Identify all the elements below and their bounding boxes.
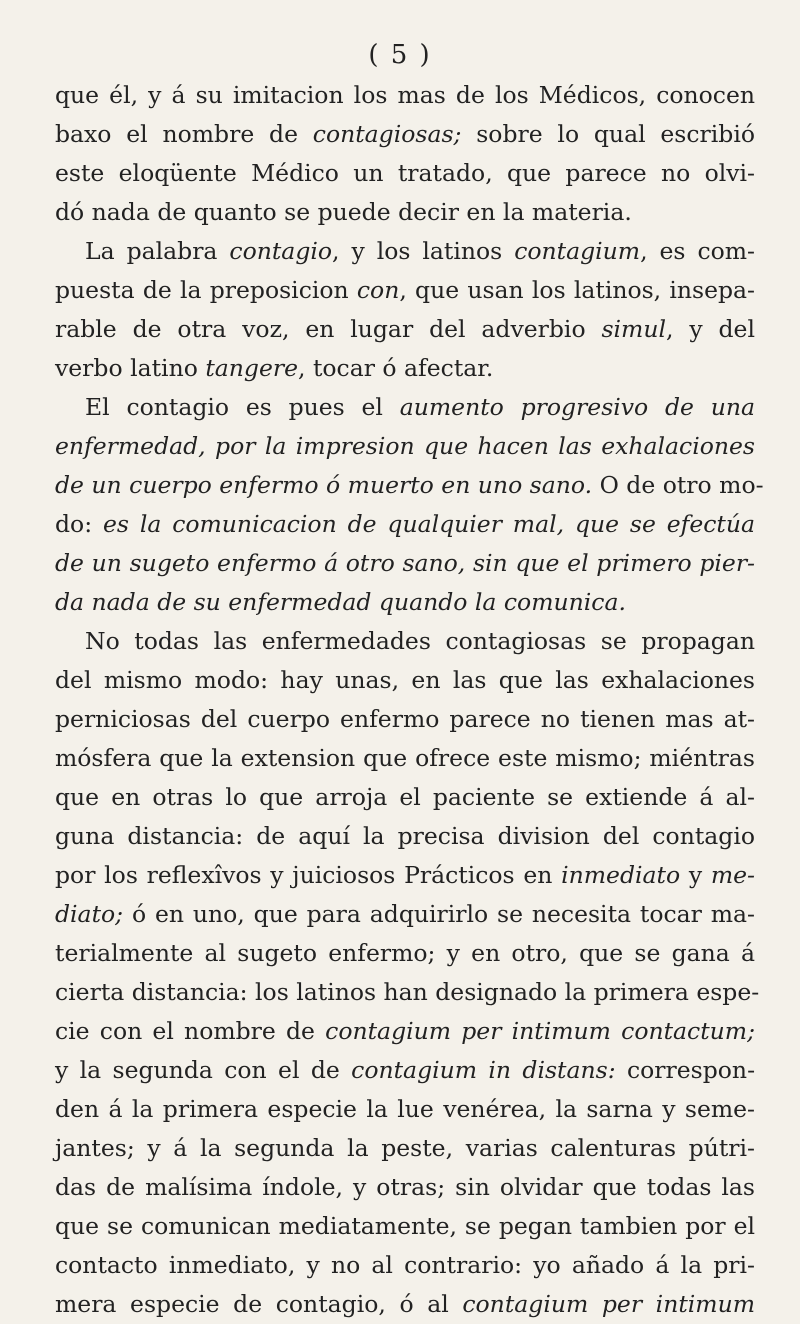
text-line: jantes; y á la segunda la peste, varias calenturas pútri- xyxy=(55,1134,755,1162)
text-line: del mismo modo: hay unas, en las que las exhalaciones xyxy=(55,666,755,694)
italic-term: aumento progresivo de una xyxy=(399,393,755,421)
text-line: baxo el nombre de contagiosas; sobre lo qual escribió xyxy=(55,120,755,148)
text-line: rable de otra voz, en lugar del adverbio simul, y del xyxy=(55,315,755,343)
text-line: No todas las enfermedades contagiosas se propagan xyxy=(85,627,755,655)
text-line: contacto inmediato, y no al contrario: yo añado á la pri- xyxy=(55,1251,755,1279)
italic-term: enfermedad, por la impresion que hacen las exhalaciones xyxy=(55,432,755,460)
italic-term: de un cuerpo enfermo ó muerto en uno sano. xyxy=(55,471,593,499)
text-line: El contagio es pues el aumento progresivo de una xyxy=(85,393,755,421)
text-line: que él, y á su imitacion los mas de los Médicos, conocen xyxy=(55,81,755,109)
text-line: de un cuerpo enfermo ó muerto en uno sano. O de otro mo- xyxy=(55,471,764,499)
italic-term: tangere xyxy=(205,354,299,382)
text-line: mera especie de contagio, ó al contagium per intimum xyxy=(55,1290,755,1318)
italic-term: simul xyxy=(601,315,666,343)
text-line: cie con el nombre de contagium per intimum contactum; xyxy=(55,1017,755,1045)
italic-term: con xyxy=(356,276,400,304)
italic-term: de un sugeto enfermo á otro sano, sin que el primero pier- xyxy=(55,549,755,577)
text-line: este eloqüente Médico un tratado, que parece no olvi- xyxy=(55,159,755,187)
italic-term: contagiosas; xyxy=(312,120,462,148)
italic-term: inmediato xyxy=(561,861,681,889)
italic-term: contagium in distans: xyxy=(351,1056,616,1084)
text-line: que en otras lo que arroja el paciente se extiende á al- xyxy=(55,783,755,811)
text-line: guna distancia: de aquí la precisa division del contagio xyxy=(55,822,755,850)
text-line: cierta distancia: los latinos han designado la primera espe- xyxy=(55,978,760,1006)
italic-term: me- xyxy=(710,861,755,889)
italic-term: diato; xyxy=(55,900,124,928)
text-line: dó nada de quanto se puede decir en la materia. xyxy=(55,198,632,226)
text-line: puesta de la preposicion con, que usan los latinos, insepa- xyxy=(55,276,755,304)
page-number: ( 5 ) xyxy=(368,40,432,70)
italic-term: contagium xyxy=(514,237,641,265)
text-line xyxy=(55,583,755,622)
text-line xyxy=(55,544,755,583)
italic-term: contagio xyxy=(229,237,333,265)
body-text xyxy=(55,76,764,1324)
text-line: terialmente al sugeto enfermo; y en otro, que se gana á xyxy=(55,939,755,967)
italic-term: es la comunicacion de qualquier mal, que se efectúa xyxy=(102,510,755,538)
text-line: que se comunican mediatamente, se pegan tambien por el xyxy=(55,1212,755,1240)
italic-term: contagium per intimum xyxy=(462,1290,755,1318)
text-line: do: es la comunicacion de qualquier mal, que se efectúa xyxy=(55,510,755,538)
text-line: das de malísima índole, y otras; sin olvidar que todas las xyxy=(55,1173,755,1201)
text-line: por los reflexîvos y juiciosos Prácticos en inmediato y me- xyxy=(55,861,755,889)
italic-term: contagium per intimum contactum; xyxy=(325,1017,755,1045)
text-line: verbo latino tangere, tocar ó afectar. xyxy=(55,354,494,382)
text-line: den á la primera especie la lue venérea, la sarna y seme- xyxy=(55,1095,755,1123)
text-line: perniciosas del cuerpo enfermo parece no tienen mas at- xyxy=(55,705,755,733)
text-line xyxy=(55,427,755,466)
text-line: mósfera que la extension que ofrece este mismo; miéntras xyxy=(55,744,755,772)
text-line: y la segunda con el de contagium in distans: correspon- xyxy=(55,1056,756,1084)
text-line: diato; ó en uno, que para adquirirlo se necesita tocar ma- xyxy=(55,900,755,928)
text-line: La palabra contagio, y los latinos contagium, es com- xyxy=(85,237,755,265)
italic-term: da nada de su enfermedad quando la comunica. xyxy=(55,588,626,616)
